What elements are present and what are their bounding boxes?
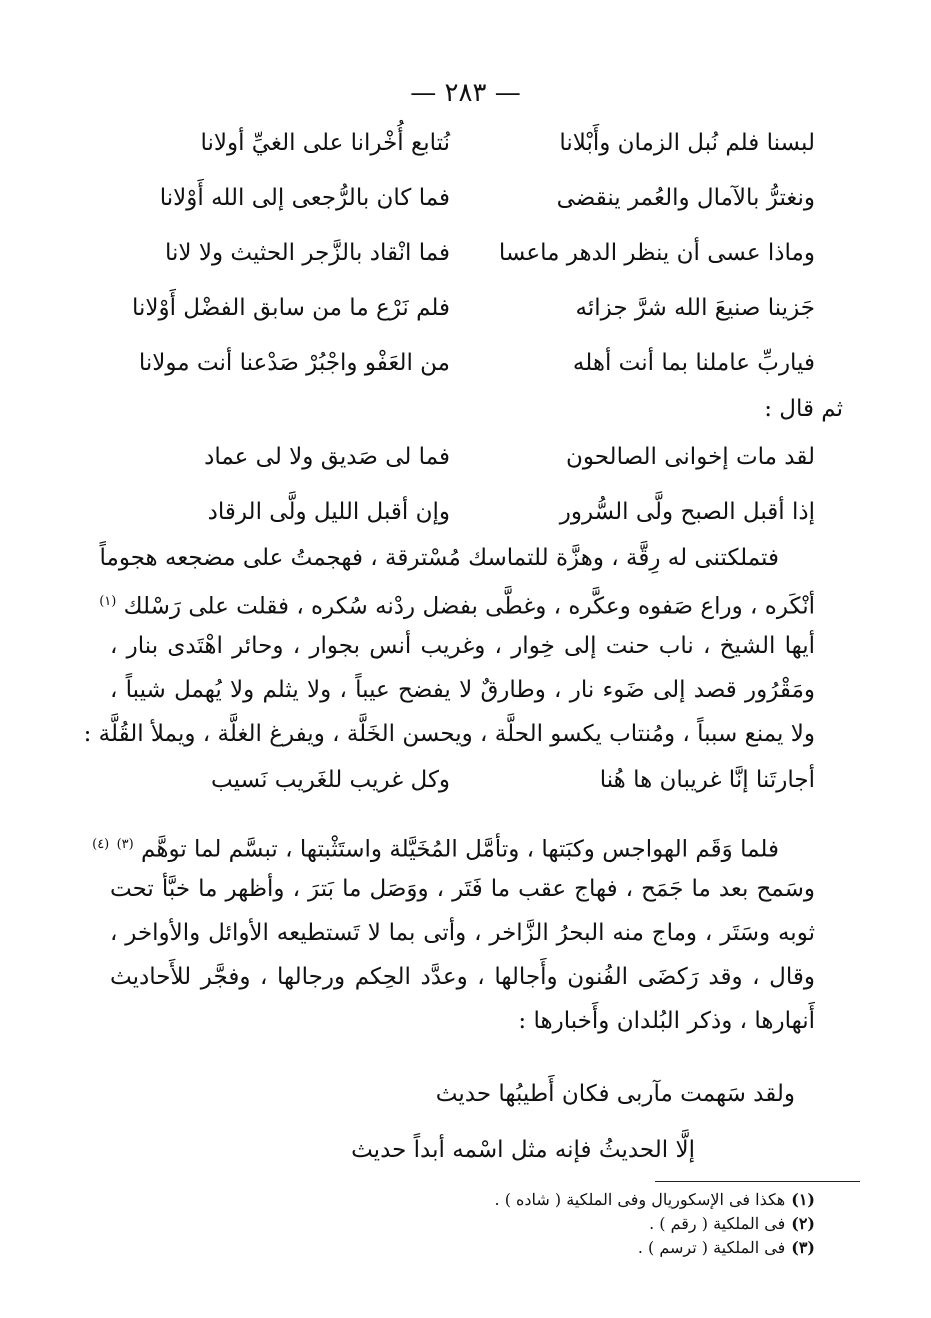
intro-text: ثم قال :	[764, 396, 843, 422]
verse-hemistich-second: من العَفْو واجْبُرْ صَدْعنا أنت مولانا	[138, 350, 450, 376]
verse-hemistich-first: إذا أقبل الصبح ولَّى السُّرور	[559, 499, 815, 525]
footnote	[315, 1188, 815, 1212]
footnote-mark: (٣)	[116, 837, 134, 852]
verse-line: إلَّا الحديثُ فإنه مثل اسْمه أبداً حديث	[351, 1137, 695, 1163]
verse-line	[110, 758, 815, 804]
footnote	[315, 1212, 815, 1236]
prose-line-text: أنْكَره ، وراع صَفوه وعكَّره ، وغطَّى بفضل ردْنه سُكره ، فقلت على رَسْلك	[123, 593, 815, 620]
prose-line: فتملكتنى له رِقَّة ، وهزَّة للتماسك مُسْترقة ، فهجمتُ على مضجعه هجوماً	[99, 545, 779, 571]
prose-line: ولا يمنع سبباً ، ومُنتاب يكسو الحلَّة ، ويحسن الخَلَّة ، ويفرغ الغلَّة ، ويملأ القُلَّة :	[83, 721, 815, 747]
verse-hemistich-first: لبسنا فلم نُبل الزمان وأَبْلانا	[559, 130, 815, 156]
footnote-number: (١)	[791, 1190, 815, 1209]
verse-hemistich-second: فما كان بالرُّجعى إلى الله أَوْلانا	[159, 185, 450, 211]
poem-block-1	[110, 118, 815, 393]
prose-line	[99, 580, 815, 624]
poem-block-3	[110, 758, 815, 804]
poem-block-2	[110, 432, 815, 542]
verse-hemistich-first: لقد مات إخوانى الصالحون	[565, 444, 815, 470]
prose-line: وقال ، وقد رَكضَى الفُنون وأَجالها ، وعدَّد الحِكم ورجالها ، وفجَّر للأَحاديث	[110, 964, 815, 990]
verse-hemistich-first: جَزينا صنيعَ الله شرَّ جزائه	[575, 295, 815, 321]
footnote-number: (٣)	[791, 1238, 815, 1257]
footnote-mark: (٤)	[92, 837, 110, 852]
verse-hemistich-second: فلم نَرْع ما من سابق الفضْل أَوْلانا	[131, 295, 450, 321]
prose-line: أيها الشيخ ، ناب حنت إلى خِوار ، وغريب أنس بجوار ، وحائر اهْتَدى بنار ،	[110, 633, 815, 659]
footnote-text: فى الملكية ( ترسم ) .	[637, 1238, 786, 1257]
verse-hemistich-first: فياربِّ عاملنا بما أنت أهله	[572, 350, 815, 376]
footnote	[315, 1236, 815, 1260]
verse-line	[110, 283, 815, 338]
prose-line	[92, 823, 815, 867]
verse-line	[110, 338, 815, 393]
verse-line	[110, 487, 815, 542]
verse-line	[110, 173, 815, 228]
footnote-divider	[655, 1181, 860, 1182]
verse-hemistich-second: فما لى صَديق ولا لى عماد	[204, 444, 450, 470]
verse-line	[110, 432, 815, 487]
verse-hemistich-first: وماذا عسى أن ينظر الدهر ماعسا	[498, 240, 815, 266]
verse-hemistich-second: وكل غريب للغَريب نَسيب	[211, 767, 450, 793]
footnotes	[315, 1188, 815, 1260]
footnote-text: هكذا فى الإسكوريال وفى الملكية ( شاده ) .	[494, 1190, 786, 1209]
footnote-text: فى الملكية ( رقم ) .	[649, 1214, 786, 1233]
prose-line: وسَمح بعد ما جَمَح ، فهاج عقب ما فَتَر ، ووَصَل ما بَترَ ، وأظهر ما خبَّأ تحت	[110, 876, 815, 902]
prose-paragraph-1	[83, 536, 815, 756]
verse-hemistich-second: نُتابع أُخْرانا على الغيِّ أولانا	[200, 130, 450, 156]
footnote-mark: (١)	[99, 594, 117, 609]
verse-hemistich-first: أجارتَنا إنَّا غريبان ها هُنا	[599, 767, 815, 793]
page-number: — ٢٨٣ —	[410, 78, 521, 108]
verse-line	[110, 228, 815, 283]
verse-hemistich-second: وإن أقبل الليل ولَّى الرقاد	[207, 499, 450, 525]
verse-hemistich-first: ونغترُّ بالآمال والعُمر ينقضى	[556, 185, 815, 211]
prose-line: ثوبه وسَتَر ، وماج منه البحرُ الزَّاخر ، وأتى بما لا تَستطيعه الأوائل والأواخر ،	[110, 920, 815, 946]
verse-hemistich-second: فما انْقاد بالزَّجر الحثيث ولا لانا	[164, 240, 450, 266]
verse-line	[110, 118, 815, 173]
prose-line: أَنهارها ، وذكر البُلدان وأَخبارها :	[518, 1008, 815, 1034]
verse-line: ولقد سَهمت مآربى فكان أَطيبُها حديث	[435, 1081, 795, 1107]
poem-block-4	[110, 1072, 815, 1184]
prose-paragraph-2	[92, 823, 815, 1043]
prose-line: ومَقْرُور قصد إلى ضَوء نار ، وطارقٌ لا يفضح عيباً ، ولا يثلم ولا يُهمل شيباً ،	[110, 677, 815, 703]
footnote-number: (٢)	[791, 1214, 815, 1233]
prose-line-text: فلما وَقَم الهواجس وكبَتها ، وتأمَّل المُخَيَّلة واستَثْبتها ، تبسَّم لما توهَّم	[141, 836, 779, 863]
